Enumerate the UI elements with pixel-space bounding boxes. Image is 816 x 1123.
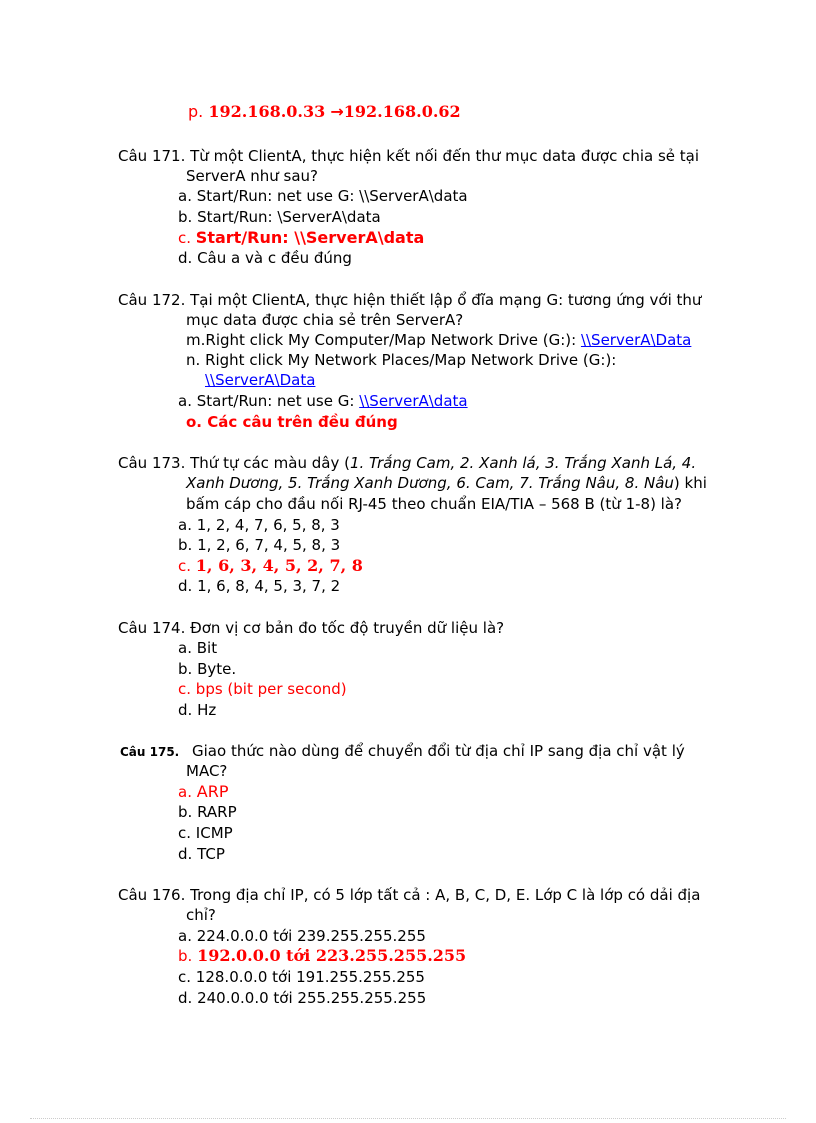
serverA-link[interactable]: \\ServerA\Data [580, 331, 692, 349]
option-n: n. Right click My Network Places/Map Network Drive (G:): [186, 351, 617, 369]
page-footer-divider [30, 1118, 786, 1119]
question-text: Tại một ClientA, thực hiện thiết lập ổ đĩa mạng G: tương ứng với thư [190, 291, 702, 309]
question-173 [118, 453, 696, 473]
question-text: Từ một ClientA, thực hiện kết nối đến thư mục data được chia sẻ tại [190, 147, 700, 165]
option-n-cont [205, 370, 315, 390]
question-number: Câu 171. [118, 147, 186, 165]
arrow-icon: → [330, 102, 344, 121]
option-a-correct: a. ARP [178, 782, 229, 801]
answer-text: 192.168.0.33 [208, 102, 326, 121]
option-o-correct: o. Các câu trên đều đúng [186, 413, 398, 431]
option-d: d. 1, 6, 8, 4, 5, 3, 7, 2 [178, 577, 341, 595]
serverA-link[interactable]: \\ServerA\Data [205, 371, 316, 389]
question-text-cont: MAC? [186, 762, 228, 780]
option-b: b. Byte. [178, 660, 237, 678]
option-c-correct: c. bps (bit per second) [178, 680, 347, 698]
option-a: a. Bit [178, 639, 218, 657]
answer-text-end: 192.168.0.62 [343, 102, 461, 121]
option-a: a. Start/Run: net use G: \\ServerA\data [178, 392, 468, 410]
option-c: c. 128.0.0.0 tới 191.255.255.255 [178, 968, 425, 986]
question-number: Câu 176. [118, 886, 186, 904]
option-b: b. RARP [178, 803, 237, 821]
option-a: a. 1, 2, 4, 7, 6, 5, 8, 3 [178, 516, 340, 534]
question-text-cont: chỉ? [186, 906, 216, 924]
option-m: m.Right click My Computer/Map Network Drive (G:): \\ServerA\Data [186, 331, 692, 349]
question-number: Câu 175. [120, 745, 180, 759]
question-text: Đơn vị cơ bản đo tốc độ truyền dữ liệu là? [190, 619, 505, 637]
question-171 [118, 146, 699, 166]
option-b: b. 1, 2, 6, 7, 4, 5, 8, 3 [178, 536, 341, 554]
option-d: d. Hz [178, 701, 217, 719]
option-d: d. Câu a và c đều đúng [178, 249, 352, 267]
option-c-correct: c. 1, 6, 3, 4, 5, 2, 7, 8 [178, 556, 363, 575]
option-d: d. 240.0.0.0 tới 255.255.255.255 [178, 989, 427, 1007]
option-b: b. Start/Run: \ServerA\data [178, 208, 381, 226]
question-number: Câu 173. [118, 454, 186, 472]
option-label: p. [188, 102, 204, 121]
serverA-link[interactable]: \\ServerA\data [359, 392, 468, 410]
answer-p [188, 102, 461, 122]
question-text-cont: ServerA như sau? [186, 167, 318, 185]
question-172 [118, 290, 701, 310]
option-a: a. Start/Run: net use G: \\ServerA\data [178, 187, 468, 205]
question-174 [118, 618, 504, 638]
question-number: Câu 174. [118, 619, 186, 637]
option-b-correct: b. 192.0.0.0 tới 223.255.255.255 [178, 946, 467, 965]
question-text: Trong địa chỉ IP, có 5 lớp tất cả : A, B, C, D, E. Lớp C là lớp có dải địa [190, 886, 701, 904]
question-text: Thứ tự các màu dây (1. Trắng Cam, 2. Xanh lá, 3. Trắng Xanh Lá, 4. [190, 454, 697, 472]
question-text-cont: mục data được chia sẻ trên ServerA? [186, 311, 464, 329]
question-text: Giao thức nào dùng để chuyển đổi từ địa chỉ IP sang địa chỉ vật lý [192, 742, 685, 760]
question-176 [118, 885, 700, 905]
question-text-cont: Xanh Dương, 5. Trắng Xanh Dương, 6. Cam, 7. Trắng Nâu, 8. Nâu) khi [186, 474, 707, 492]
option-a: a. 224.0.0.0 tới 239.255.255.255 [178, 927, 426, 945]
question-number: Câu 172. [118, 291, 186, 309]
option-c-correct: c. Start/Run: \\ServerA\data [178, 228, 425, 247]
option-c: c. ICMP [178, 824, 233, 842]
option-d: d. TCP [178, 845, 225, 863]
question-text-cont: bấm cáp cho đầu nối RJ-45 theo chuẩn EIA/TIA – 568 B (từ 1-8) là? [186, 495, 683, 513]
question-175 [120, 741, 685, 762]
